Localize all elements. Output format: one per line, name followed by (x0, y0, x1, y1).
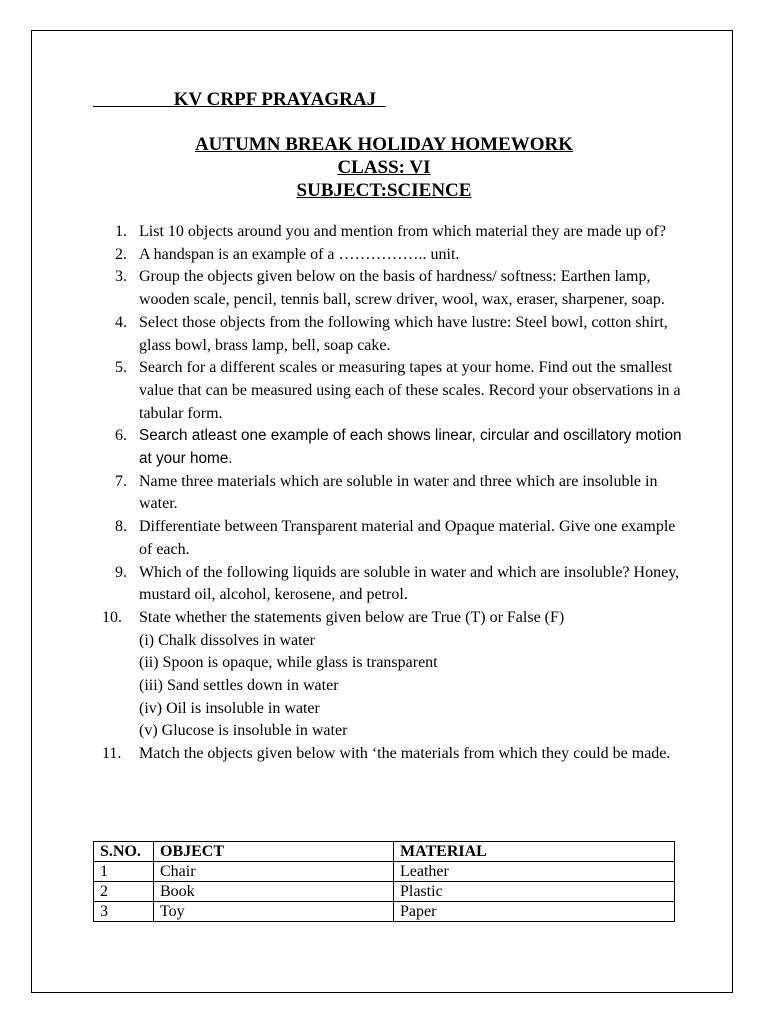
question-number: 3. (115, 268, 127, 286)
table-row (94, 862, 675, 882)
question-text: Which of the following liquids are soluble in water and which are insoluble? Honey, mustard oil, alcohol, kerosene, and petrol. (139, 563, 680, 604)
question-number: 5. (115, 359, 127, 377)
school-name: KV CRPF PRAYAGRAJ (93, 89, 386, 110)
statement-item: (i) Chalk dissolves in water (139, 631, 315, 649)
question-item (115, 471, 687, 516)
table-cell: Leather (394, 862, 675, 882)
question-item (115, 221, 687, 244)
question-number: 6. (115, 427, 127, 445)
statement-item: (ii) Spoon is opaque, while glass is transparent (139, 654, 438, 672)
heading-block (0, 133, 768, 202)
table-cell: Plastic (394, 882, 675, 902)
question-text: A handspan is an example of a …………….. unit. (139, 245, 460, 263)
question-item (115, 516, 687, 561)
question-number: 11. (102, 745, 122, 763)
column-header: OBJECT (154, 842, 394, 862)
class-label: CLASS: VI (337, 157, 431, 178)
question-number: 4. (115, 313, 127, 331)
question-number: 7. (115, 472, 127, 490)
column-header: S.NO. (94, 842, 154, 862)
homework-title: AUTUMN BREAK HOLIDAY HOMEWORK (194, 134, 574, 155)
subject-label: SUBJECT:SCIENCE (296, 180, 472, 201)
question-list (102, 221, 687, 766)
table-cell: Chair (154, 862, 394, 882)
column-header: MATERIAL (394, 842, 675, 862)
question-number: 10. (102, 608, 122, 626)
table-cell: 3 (94, 902, 154, 922)
statement-item: (v) Glucose is insoluble in water (139, 722, 348, 740)
question-number: 2. (115, 245, 127, 263)
table-row (94, 882, 675, 902)
table-cell: 1 (94, 862, 154, 882)
table-cell: Book (154, 882, 394, 902)
question-item (115, 312, 687, 357)
question-text: Select those objects from the following which have lustre: Steel bowl, cotton shirt, glass bowl, brass lamp, bell, soap cake. (139, 313, 668, 354)
question-item (115, 266, 687, 311)
question-item (115, 425, 687, 470)
table-header-row (94, 842, 675, 862)
question-text: Name three materials which are soluble in water and three which are insoluble in water. (139, 472, 658, 513)
question-text: List 10 objects around you and mention from which material they are made up of? (139, 223, 666, 240)
table-cell: 2 (94, 882, 154, 902)
table-row (94, 902, 675, 922)
question-number: 9. (115, 563, 127, 581)
question-item (115, 357, 687, 425)
question-text: Differentiate between Transparent material and Opaque material. Give one example of each. (139, 518, 676, 558)
table-cell: Toy (154, 902, 394, 922)
match-table (93, 841, 675, 922)
question-text: Group the objects given below on the basis of hardness/ softness: Earthen lamp, wooden scale, pencil, tennis ball, screw driver, wool, wax, eraser, sharpener, soap. (139, 268, 665, 309)
question-number: 1. (115, 223, 127, 240)
question-item (115, 562, 687, 607)
table-cell: Paper (394, 902, 675, 922)
question-item (102, 743, 687, 766)
question-number: 8. (115, 518, 127, 536)
question-item (115, 244, 687, 267)
question-text: Search for a different scales or measuring tapes at your home. Find out the smallest value that can be measured using each of these scales. Record your observations in a tabular form. (139, 359, 681, 422)
question-item (102, 607, 687, 743)
statement-item: (iii) Sand settles down in water (139, 677, 339, 695)
question-text: State whether the statements given below are True (T) or False (F) (139, 608, 565, 626)
statement-item: (iv) Oil is insoluble in water (139, 699, 320, 717)
question-text: Match the objects given below with ‘the materials from which they could be made. (139, 745, 671, 763)
question-text: Search atleast one example of each shows linear, circular and oscillatory motion at your home. (139, 427, 682, 468)
